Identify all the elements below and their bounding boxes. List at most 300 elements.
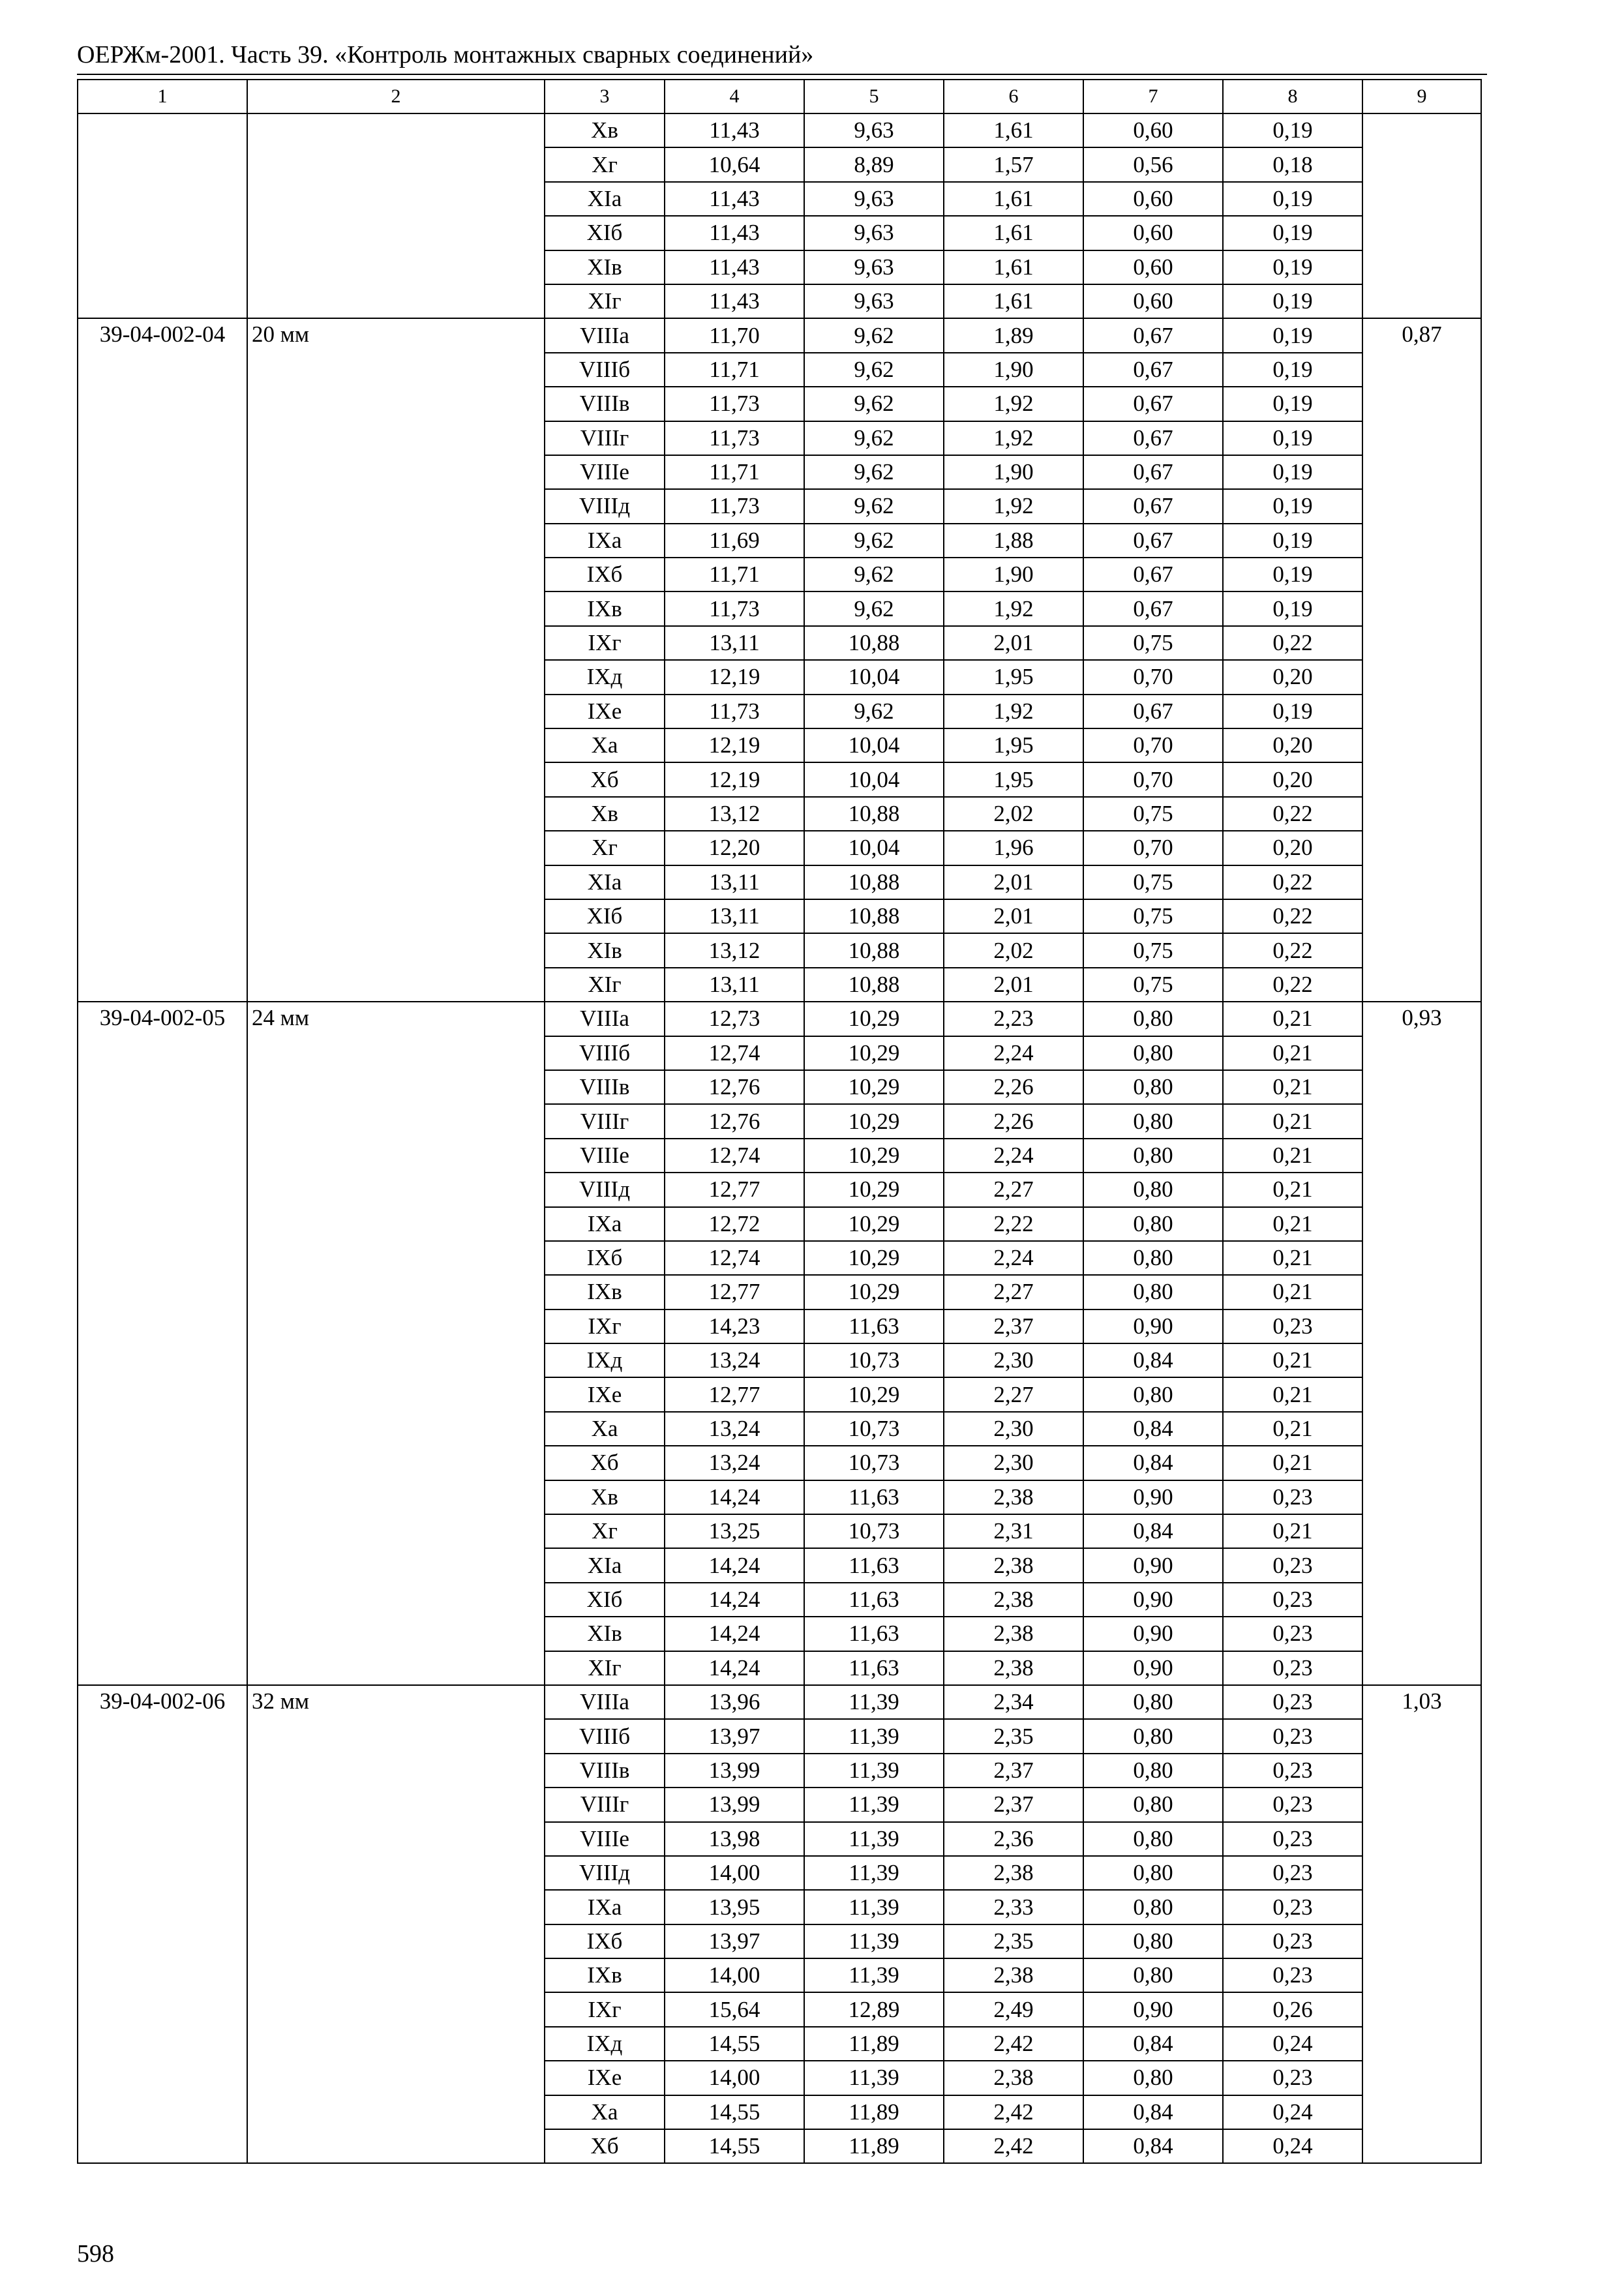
value-cell: 0,80 <box>1083 1207 1223 1241</box>
table-row <box>78 1685 1481 1719</box>
value-cell: 14,24 <box>665 1548 804 1582</box>
value-cell: 0,90 <box>1083 1548 1223 1582</box>
value-cell: 2,26 <box>944 1070 1083 1104</box>
value-cell: 0,56 <box>1083 147 1223 181</box>
value-cell: 0,67 <box>1083 387 1223 421</box>
category-cell: IХв <box>545 1275 665 1309</box>
value-cell: 0,80 <box>1083 1890 1223 1924</box>
value-cell: 0,80 <box>1083 1275 1223 1309</box>
value-cell: 10,88 <box>804 865 944 899</box>
value-cell: 11,73 <box>665 591 804 625</box>
value-cell: 2,26 <box>944 1104 1083 1138</box>
rate-size: 32 мм <box>247 1685 545 2163</box>
value-cell: 10,73 <box>804 1446 944 1480</box>
category-cell: IХг <box>545 1992 665 2026</box>
value-cell: 0,90 <box>1083 1309 1223 1343</box>
value-cell: 2,24 <box>944 1241 1083 1275</box>
value-cell: 12,76 <box>665 1070 804 1104</box>
value-cell: 12,20 <box>665 831 804 865</box>
value-cell: 11,39 <box>804 1685 944 1719</box>
value-cell: 0,24 <box>1223 2129 1362 2163</box>
table-row <box>78 318 1481 352</box>
value-cell: 10,73 <box>804 1514 944 1548</box>
value-cell: 12,74 <box>665 1036 804 1070</box>
column-header: 6 <box>944 80 1083 113</box>
value-cell: 2,42 <box>944 2027 1083 2061</box>
value-cell: 9,62 <box>804 489 944 523</box>
value-cell: 14,55 <box>665 2027 804 2061</box>
rate-size <box>247 113 545 318</box>
category-cell: VIIIг <box>545 421 665 455</box>
category-cell: ХIг <box>545 284 665 318</box>
value-cell: 10,29 <box>804 1104 944 1138</box>
value-cell: 0,19 <box>1223 216 1362 250</box>
value-cell: 11,43 <box>665 182 804 216</box>
value-cell: 2,27 <box>944 1377 1083 1411</box>
value-cell: 14,23 <box>665 1309 804 1343</box>
category-cell: VIIIв <box>545 387 665 421</box>
value-cell: 9,63 <box>804 250 944 284</box>
value-cell: 11,39 <box>804 2061 944 2095</box>
value-cell: 13,97 <box>665 1924 804 1958</box>
rate-size: 20 мм <box>247 318 545 1002</box>
value-cell: 0,19 <box>1223 489 1362 523</box>
value-cell: 9,62 <box>804 421 944 455</box>
value-cell: 2,38 <box>944 1651 1083 1685</box>
value-cell: 2,33 <box>944 1890 1083 1924</box>
value-cell: 13,11 <box>665 865 804 899</box>
value-cell: 0,80 <box>1083 1377 1223 1411</box>
value-cell: 13,97 <box>665 1719 804 1753</box>
value-cell: 0,80 <box>1083 1856 1223 1890</box>
category-cell: VIIIд <box>545 1856 665 1890</box>
column-header: 7 <box>1083 80 1223 113</box>
value-cell: 1,92 <box>944 695 1083 728</box>
value-cell: 1,61 <box>944 182 1083 216</box>
value-cell: 10,29 <box>804 1036 944 1070</box>
value-cell: 2,02 <box>944 933 1083 967</box>
value-cell: 10,73 <box>804 1412 944 1446</box>
table-row <box>78 113 1481 147</box>
value-cell: 9,63 <box>804 284 944 318</box>
value-cell: 0,23 <box>1223 1583 1362 1617</box>
value-cell: 10,88 <box>804 968 944 1002</box>
value-cell: 10,29 <box>804 1070 944 1104</box>
value-cell: 10,88 <box>804 797 944 831</box>
value-cell: 1,96 <box>944 831 1083 865</box>
value-cell: 0,67 <box>1083 318 1223 352</box>
value-cell: 2,01 <box>944 968 1083 1002</box>
value-cell: 13,95 <box>665 1890 804 1924</box>
value-cell: 12,74 <box>665 1241 804 1275</box>
category-cell: ХIв <box>545 250 665 284</box>
value-cell: 11,39 <box>804 1890 944 1924</box>
value-cell: 13,11 <box>665 626 804 660</box>
value-cell: 11,71 <box>665 455 804 489</box>
category-cell: Хв <box>545 113 665 147</box>
column-header: 8 <box>1223 80 1362 113</box>
value-cell: 0,90 <box>1083 1992 1223 2026</box>
category-cell: ХIа <box>545 1548 665 1582</box>
value-cell: 10,29 <box>804 1275 944 1309</box>
value-cell: 11,89 <box>804 2027 944 2061</box>
value-cell: 0,23 <box>1223 1617 1362 1651</box>
value-cell: 12,74 <box>665 1139 804 1173</box>
value-cell: 0,84 <box>1083 2095 1223 2129</box>
category-cell: IХв <box>545 1958 665 1992</box>
value-cell: 0,67 <box>1083 591 1223 625</box>
value-cell: 12,19 <box>665 728 804 762</box>
value-cell: 10,04 <box>804 660 944 694</box>
value-cell: 1,90 <box>944 353 1083 387</box>
value-cell: 0,80 <box>1083 2061 1223 2095</box>
category-cell: IХд <box>545 2027 665 2061</box>
value-cell: 11,63 <box>804 1480 944 1514</box>
value-cell: 8,89 <box>804 147 944 181</box>
value-cell: 0,23 <box>1223 1719 1362 1753</box>
value-cell: 0,23 <box>1223 1685 1362 1719</box>
value-cell: 1,95 <box>944 762 1083 796</box>
category-cell: ХIб <box>545 899 665 933</box>
value-cell: 1,90 <box>944 558 1083 591</box>
rates-table <box>77 79 1482 2164</box>
value-cell: 14,00 <box>665 1856 804 1890</box>
value-cell: 2,24 <box>944 1036 1083 1070</box>
value-cell: 2,30 <box>944 1446 1083 1480</box>
value-cell: 2,38 <box>944 1480 1083 1514</box>
column-header: 2 <box>247 80 545 113</box>
rate-code: 39-04-002-04 <box>78 318 247 1002</box>
category-cell: Хг <box>545 831 665 865</box>
value-cell: 0,21 <box>1223 1412 1362 1446</box>
value-cell: 11,89 <box>804 2095 944 2129</box>
value-cell: 13,24 <box>665 1343 804 1377</box>
value-cell: 0,67 <box>1083 489 1223 523</box>
category-cell: VIIIв <box>545 1070 665 1104</box>
value-cell: 0,21 <box>1223 1104 1362 1138</box>
value-cell: 0,26 <box>1223 1992 1362 2026</box>
value-cell: 0,21 <box>1223 1241 1362 1275</box>
column-header: 3 <box>545 80 665 113</box>
value-cell: 11,39 <box>804 1856 944 1890</box>
category-cell: IХе <box>545 2061 665 2095</box>
value-cell: 0,80 <box>1083 1241 1223 1275</box>
value-cell: 14,24 <box>665 1617 804 1651</box>
value-cell: 14,00 <box>665 1958 804 1992</box>
value-cell: 12,77 <box>665 1377 804 1411</box>
header-rule <box>77 74 1487 75</box>
value-cell: 11,43 <box>665 216 804 250</box>
value-cell: 14,24 <box>665 1651 804 1685</box>
value-cell: 0,19 <box>1223 318 1362 352</box>
value-cell: 10,29 <box>804 1139 944 1173</box>
value-cell: 9,62 <box>804 558 944 591</box>
value-cell: 0,22 <box>1223 626 1362 660</box>
column-9-value <box>1362 113 1481 318</box>
value-cell: 14,24 <box>665 1480 804 1514</box>
value-cell: 0,80 <box>1083 1002 1223 1036</box>
category-cell: VIIIе <box>545 455 665 489</box>
value-cell: 10,04 <box>804 728 944 762</box>
value-cell: 2,30 <box>944 1412 1083 1446</box>
value-cell: 0,19 <box>1223 113 1362 147</box>
value-cell: 2,37 <box>944 1754 1083 1788</box>
value-cell: 1,89 <box>944 318 1083 352</box>
value-cell: 10,29 <box>804 1377 944 1411</box>
category-cell: VIIIа <box>545 318 665 352</box>
table-row <box>78 1002 1481 1036</box>
value-cell: 0,23 <box>1223 1890 1362 1924</box>
value-cell: 0,21 <box>1223 1343 1362 1377</box>
category-cell: VIIIв <box>545 1754 665 1788</box>
value-cell: 11,39 <box>804 1924 944 1958</box>
category-cell: IХг <box>545 1309 665 1343</box>
value-cell: 11,39 <box>804 1822 944 1856</box>
value-cell: 13,98 <box>665 1822 804 1856</box>
value-cell: 0,75 <box>1083 865 1223 899</box>
value-cell: 2,27 <box>944 1173 1083 1206</box>
category-cell: Ха <box>545 728 665 762</box>
value-cell: 0,19 <box>1223 387 1362 421</box>
value-cell: 1,92 <box>944 421 1083 455</box>
value-cell: 0,23 <box>1223 1958 1362 1992</box>
category-cell: VIIIб <box>545 1719 665 1753</box>
value-cell: 0,23 <box>1223 1480 1362 1514</box>
rate-code: 39-04-002-06 <box>78 1685 247 2163</box>
value-cell: 0,67 <box>1083 558 1223 591</box>
category-cell: Ха <box>545 2095 665 2129</box>
value-cell: 0,75 <box>1083 626 1223 660</box>
value-cell: 11,39 <box>804 1719 944 1753</box>
value-cell: 11,39 <box>804 1788 944 1821</box>
value-cell: 2,30 <box>944 1343 1083 1377</box>
value-cell: 9,62 <box>804 455 944 489</box>
value-cell: 0,67 <box>1083 455 1223 489</box>
column-header: 4 <box>665 80 804 113</box>
rate-size: 24 мм <box>247 1002 545 1685</box>
value-cell: 11,73 <box>665 421 804 455</box>
value-cell: 0,80 <box>1083 1924 1223 1958</box>
value-cell: 12,19 <box>665 762 804 796</box>
value-cell: 12,73 <box>665 1002 804 1036</box>
value-cell: 2,02 <box>944 797 1083 831</box>
category-cell: IХа <box>545 524 665 558</box>
value-cell: 1,95 <box>944 728 1083 762</box>
value-cell: 10,88 <box>804 899 944 933</box>
value-cell: 11,63 <box>804 1583 944 1617</box>
value-cell: 0,21 <box>1223 1446 1362 1480</box>
column-9-value: 0,87 <box>1362 318 1481 1002</box>
value-cell: 2,35 <box>944 1924 1083 1958</box>
value-cell: 0,22 <box>1223 865 1362 899</box>
value-cell: 11,43 <box>665 113 804 147</box>
value-cell: 0,67 <box>1083 695 1223 728</box>
category-cell: Хб <box>545 762 665 796</box>
value-cell: 0,60 <box>1083 113 1223 147</box>
value-cell: 0,80 <box>1083 1104 1223 1138</box>
value-cell: 0,80 <box>1083 1719 1223 1753</box>
rate-code <box>78 113 247 318</box>
value-cell: 0,21 <box>1223 1173 1362 1206</box>
value-cell: 0,60 <box>1083 182 1223 216</box>
value-cell: 0,70 <box>1083 762 1223 796</box>
value-cell: 14,00 <box>665 2061 804 2095</box>
value-cell: 0,67 <box>1083 524 1223 558</box>
value-cell: 0,70 <box>1083 728 1223 762</box>
value-cell: 0,19 <box>1223 421 1362 455</box>
value-cell: 0,84 <box>1083 1514 1223 1548</box>
value-cell: 13,99 <box>665 1754 804 1788</box>
value-cell: 12,89 <box>804 1992 944 2026</box>
value-cell: 0,23 <box>1223 1309 1362 1343</box>
value-cell: 10,88 <box>804 626 944 660</box>
value-cell: 0,80 <box>1083 1173 1223 1206</box>
value-cell: 1,57 <box>944 147 1083 181</box>
value-cell: 0,22 <box>1223 933 1362 967</box>
value-cell: 0,75 <box>1083 797 1223 831</box>
value-cell: 1,92 <box>944 387 1083 421</box>
value-cell: 9,62 <box>804 591 944 625</box>
value-cell: 0,90 <box>1083 1617 1223 1651</box>
value-cell: 0,24 <box>1223 2027 1362 2061</box>
value-cell: 0,19 <box>1223 284 1362 318</box>
value-cell: 1,61 <box>944 284 1083 318</box>
value-cell: 0,22 <box>1223 797 1362 831</box>
value-cell: 0,19 <box>1223 524 1362 558</box>
value-cell: 0,24 <box>1223 2095 1362 2129</box>
category-cell: ХIа <box>545 182 665 216</box>
value-cell: 0,80 <box>1083 1958 1223 1992</box>
category-cell: IХе <box>545 695 665 728</box>
column-header: 1 <box>78 80 247 113</box>
category-cell: VIIIд <box>545 1173 665 1206</box>
value-cell: 2,01 <box>944 865 1083 899</box>
value-cell: 0,19 <box>1223 455 1362 489</box>
value-cell: 2,38 <box>944 1583 1083 1617</box>
category-cell: VIIIг <box>545 1104 665 1138</box>
value-cell: 9,62 <box>804 353 944 387</box>
value-cell: 9,62 <box>804 524 944 558</box>
value-cell: 2,35 <box>944 1719 1083 1753</box>
column-9-value: 1,03 <box>1362 1685 1481 2163</box>
category-cell: IХб <box>545 1924 665 1958</box>
value-cell: 0,19 <box>1223 250 1362 284</box>
value-cell: 0,60 <box>1083 250 1223 284</box>
category-cell: Ха <box>545 1412 665 1446</box>
category-cell: IХа <box>545 1207 665 1241</box>
value-cell: 2,24 <box>944 1139 1083 1173</box>
value-cell: 0,23 <box>1223 1924 1362 1958</box>
value-cell: 13,11 <box>665 899 804 933</box>
value-cell: 0,21 <box>1223 1036 1362 1070</box>
value-cell: 10,88 <box>804 933 944 967</box>
value-cell: 0,23 <box>1223 1788 1362 1821</box>
value-cell: 0,21 <box>1223 1070 1362 1104</box>
value-cell: 12,76 <box>665 1104 804 1138</box>
value-cell: 0,23 <box>1223 1822 1362 1856</box>
value-cell: 12,72 <box>665 1207 804 1241</box>
value-cell: 0,84 <box>1083 2027 1223 2061</box>
value-cell: 2,22 <box>944 1207 1083 1241</box>
category-cell: IХб <box>545 1241 665 1275</box>
value-cell: 1,90 <box>944 455 1083 489</box>
category-cell: ХIг <box>545 968 665 1002</box>
value-cell: 0,21 <box>1223 1514 1362 1548</box>
value-cell: 13,12 <box>665 933 804 967</box>
value-cell: 0,70 <box>1083 660 1223 694</box>
value-cell: 0,19 <box>1223 591 1362 625</box>
category-cell: Хг <box>545 147 665 181</box>
value-cell: 1,88 <box>944 524 1083 558</box>
value-cell: 0,90 <box>1083 1651 1223 1685</box>
value-cell: 0,20 <box>1223 762 1362 796</box>
value-cell: 0,84 <box>1083 2129 1223 2163</box>
value-cell: 11,89 <box>804 2129 944 2163</box>
category-cell: IХг <box>545 626 665 660</box>
category-cell: VIIIа <box>545 1685 665 1719</box>
category-cell: Хб <box>545 2129 665 2163</box>
value-cell: 0,60 <box>1083 284 1223 318</box>
page-number: 598 <box>77 2240 114 2267</box>
value-cell: 2,49 <box>944 1992 1083 2026</box>
value-cell: 0,23 <box>1223 1754 1362 1788</box>
value-cell: 1,61 <box>944 113 1083 147</box>
value-cell: 0,22 <box>1223 968 1362 1002</box>
value-cell: 0,20 <box>1223 660 1362 694</box>
value-cell: 11,71 <box>665 558 804 591</box>
value-cell: 0,23 <box>1223 2061 1362 2095</box>
value-cell: 2,36 <box>944 1822 1083 1856</box>
value-cell: 2,37 <box>944 1309 1083 1343</box>
value-cell: 0,80 <box>1083 1070 1223 1104</box>
value-cell: 11,73 <box>665 387 804 421</box>
value-cell: 9,63 <box>804 182 944 216</box>
value-cell: 0,75 <box>1083 968 1223 1002</box>
value-cell: 1,61 <box>944 250 1083 284</box>
category-cell: VIIIа <box>545 1002 665 1036</box>
column-header: 5 <box>804 80 944 113</box>
value-cell: 0,21 <box>1223 1207 1362 1241</box>
category-cell: IХв <box>545 591 665 625</box>
value-cell: 0,21 <box>1223 1139 1362 1173</box>
value-cell: 0,80 <box>1083 1788 1223 1821</box>
value-cell: 0,90 <box>1083 1583 1223 1617</box>
value-cell: 11,43 <box>665 250 804 284</box>
category-cell: VIIIд <box>545 489 665 523</box>
value-cell: 13,24 <box>665 1412 804 1446</box>
value-cell: 10,29 <box>804 1002 944 1036</box>
value-cell: 11,70 <box>665 318 804 352</box>
value-cell: 2,38 <box>944 1856 1083 1890</box>
value-cell: 10,64 <box>665 147 804 181</box>
value-cell: 0,60 <box>1083 216 1223 250</box>
value-cell: 9,63 <box>804 113 944 147</box>
value-cell: 0,19 <box>1223 353 1362 387</box>
value-cell: 11,63 <box>804 1651 944 1685</box>
value-cell: 0,80 <box>1083 1822 1223 1856</box>
value-cell: 11,73 <box>665 489 804 523</box>
column-header-row <box>78 80 1481 113</box>
value-cell: 13,11 <box>665 968 804 1002</box>
value-cell: 13,24 <box>665 1446 804 1480</box>
value-cell: 0,80 <box>1083 1036 1223 1070</box>
value-cell: 11,71 <box>665 353 804 387</box>
value-cell: 2,31 <box>944 1514 1083 1548</box>
value-cell: 0,18 <box>1223 147 1362 181</box>
value-cell: 12,77 <box>665 1275 804 1309</box>
value-cell: 10,29 <box>804 1207 944 1241</box>
value-cell: 13,25 <box>665 1514 804 1548</box>
